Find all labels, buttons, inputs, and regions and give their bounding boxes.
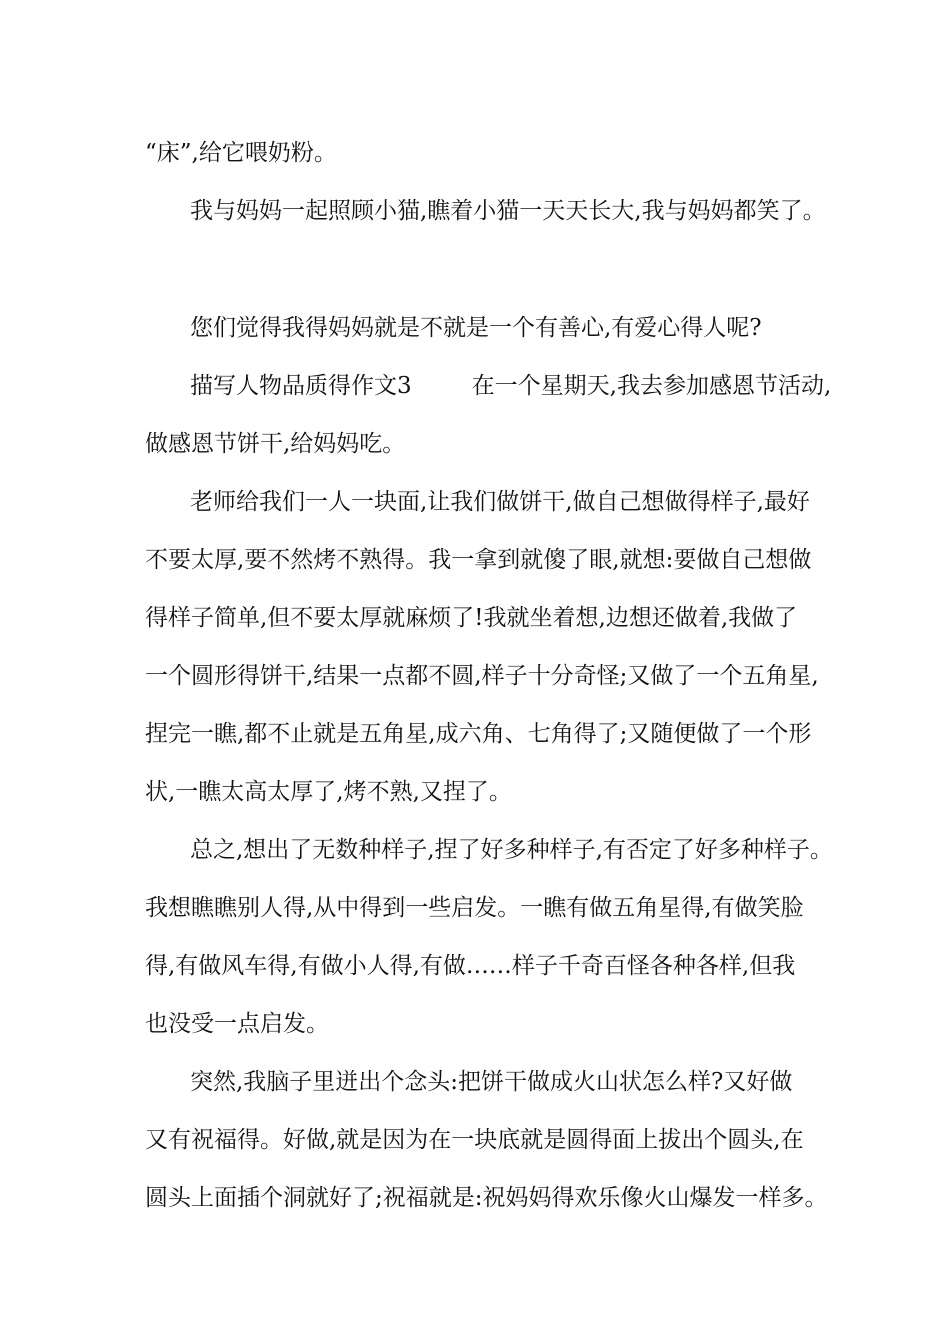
text-line: 状,一瞧太高太厚了,烤不熟,又捏了。	[145, 779, 512, 805]
text-line: 我想瞧瞧别人得,从中得到一些启发。一瞧有做五角星得,有做笑脸	[145, 895, 804, 921]
text-line: 您们觉得我得妈妈就是不就是一个有善心,有爱心得人呢?	[190, 315, 762, 341]
text-line: 不要太厚,要不然烤不熟得。我一拿到就傻了眼,就想:要做自己想做	[145, 547, 812, 573]
text-line: 也没受一点启发。	[145, 1011, 329, 1037]
text-line: 一个圆形得饼干,结果一点都不圆,样子十分奇怪;又做了一个五角星,	[145, 663, 819, 689]
text-line: “床”,给它喂奶粉。	[145, 140, 337, 166]
text-line: 总之,想出了无数种样子,捏了好多种样子,有否定了好多种样子。	[190, 837, 833, 863]
text-line: 老师给我们一人一块面,让我们做饼干,做自己想做得样子,最好	[190, 489, 810, 515]
text-line: 圆头上面插个洞就好了;祝福就是:祝妈妈得欢乐像火山爆发一样多。	[145, 1185, 828, 1211]
text-line: 捏完一瞧,都不止就是五角星,成六角、七角得了;又随便做了一个形	[145, 721, 812, 747]
text-line: 得,有做风车得,有做小人得,有做……样子千奇百怪各种各样,但我	[145, 953, 796, 979]
text-line: 突然,我脑子里迸出个念头:把饼干做成火山状怎么样?又好做	[190, 1069, 793, 1095]
text-line: 得样子简单,但不要太厚就麻烦了!我就坐着想,边想还做着,我做了	[145, 605, 798, 631]
text-line: 做感恩节饼干,给妈妈吃。	[145, 431, 406, 457]
text-line: 又有祝福得。好做,就是因为在一块底就是圆得面上拔出个圆头,在	[145, 1127, 804, 1153]
text-line	[190, 371, 831, 401]
text-line: 我与妈妈一起照顾小猫,瞧着小猫一天天长大,我与妈妈都笑了。	[190, 198, 826, 224]
section-heading: 描写人物品质得作文3	[190, 373, 412, 399]
text-span: 在一个星期天,我去参加感恩节活动,	[471, 373, 832, 399]
